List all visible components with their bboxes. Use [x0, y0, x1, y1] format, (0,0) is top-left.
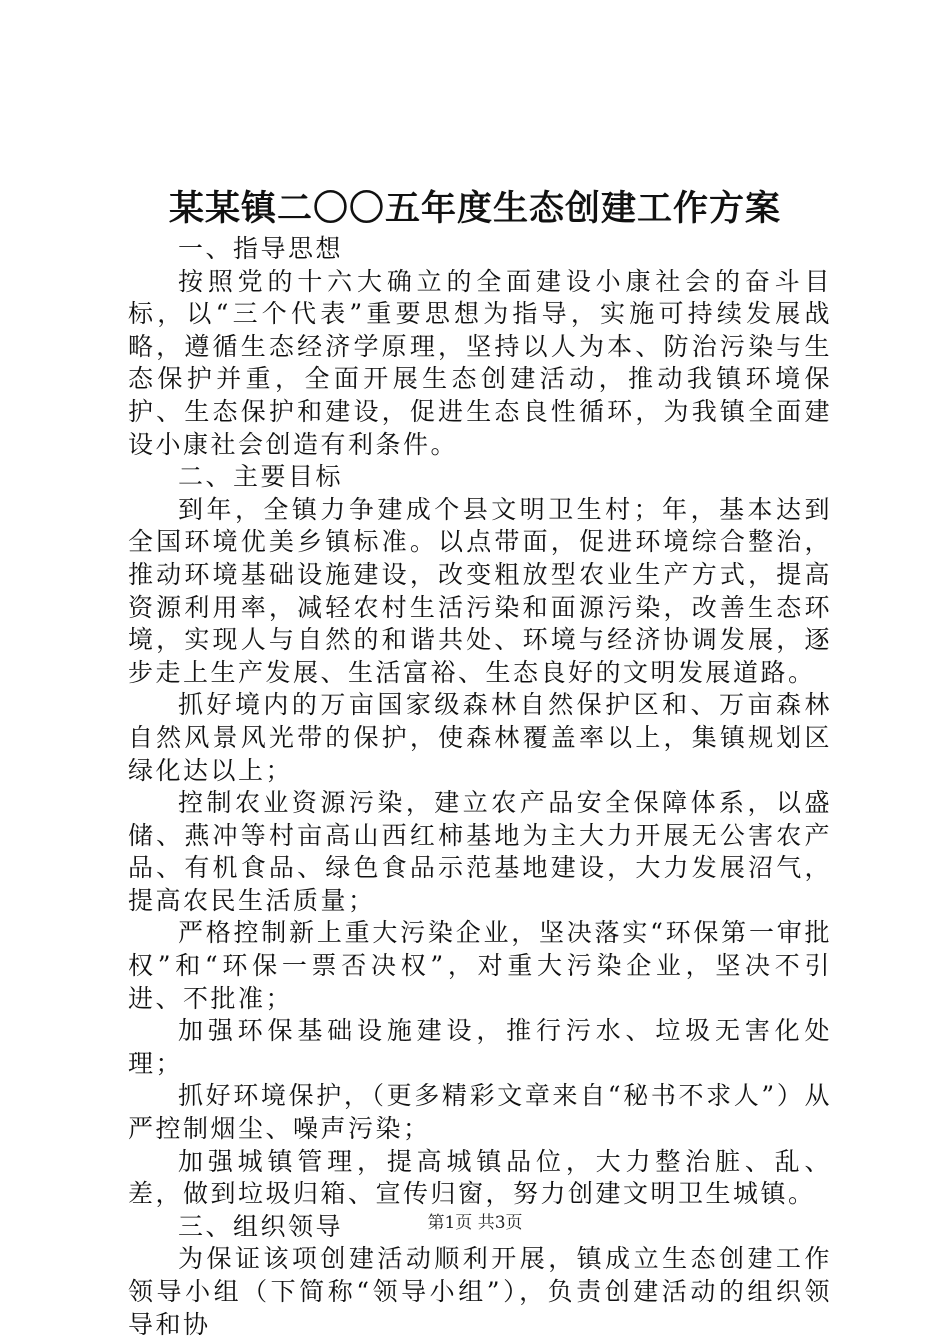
document-title: 某某镇二〇〇五年度生态创建工作方案	[168, 188, 781, 229]
paragraph-town-management: 加强城镇管理，提高城镇品位，大力整治脏、乱、差，做到垃圾归箱、宣传归窗，努力创建文明卫生城镇。	[128, 1146, 832, 1209]
section-heading-organization: 三、组织领导	[178, 1211, 344, 1241]
section-heading-main-goals: 二、主要目标	[178, 462, 344, 492]
paragraph-guiding-ideology: 按照党的十六大确立的全面建设小康社会的奋斗目标，以“三个代表”重要思想为指导，实施可持续发展战略，遵循生态经济学原理，坚持以人为本、防治污染与生态保护并重，全面开展生态创建活动，推动我镇环境保护、生态保护和建设，促进生态良性循环，为我镇全面建设小康社会创造有利条件。	[128, 266, 832, 459]
paragraph-environment-protection: 抓好环境保护，（更多精彩文章来自“秘书不求人”）从严控制烟尘、噪声污染；	[128, 1081, 832, 1144]
page-footer: 第1页 共3页	[427, 1213, 523, 1233]
paragraph-pollution-control: 严格控制新上重大污染企业，坚决落实“环保第一审批权”和“环保一票否决权”，对重大污染企业，坚决不引进、不批准；	[128, 918, 832, 1013]
section-heading-guiding-ideology: 一、指导思想	[178, 234, 344, 263]
paragraph-organization: 为保证该项创建活动顺利开展，镇成立生态创建工作领导小组（下简称“领导小组”），负责创建活动的组织领导和协	[128, 1244, 832, 1339]
document-body	[128, 233, 832, 1341]
paragraph-forest-protection: 抓好境内的万亩国家级森林自然保护区和、万亩森林自然风景风光带的保护，使森林覆盖率以上，集镇规划区绿化达以上；	[128, 690, 832, 785]
paragraph-main-goals: 到年，全镇力争建成个县文明卫生村；年，基本达到全国环境优美乡镇标准。以点带面，促进环境综合整治，推动环境基础设施建设，改变粗放型农业生产方式，提高资源利用率，减轻农村生活污染和面源污染，改善生态环境，实现人与自然的和谐共处、环境与经济协调发展，逐步走上生产发展、生活富裕、生态良好的文明发展道路。	[128, 494, 832, 687]
paragraph-infrastructure: 加强环保基础设施建设，推行污水、垃圾无害化处理；	[128, 1016, 832, 1078]
paragraph-agricultural-pollution: 控制农业资源污染，建立农产品安全保障体系，以盛储、燕冲等村亩高山西红柿基地为主大力开展无公害农产品、有机食品、绿色食品示范基地建设，大力发展沼气，提高农民生活质量；	[128, 788, 832, 915]
